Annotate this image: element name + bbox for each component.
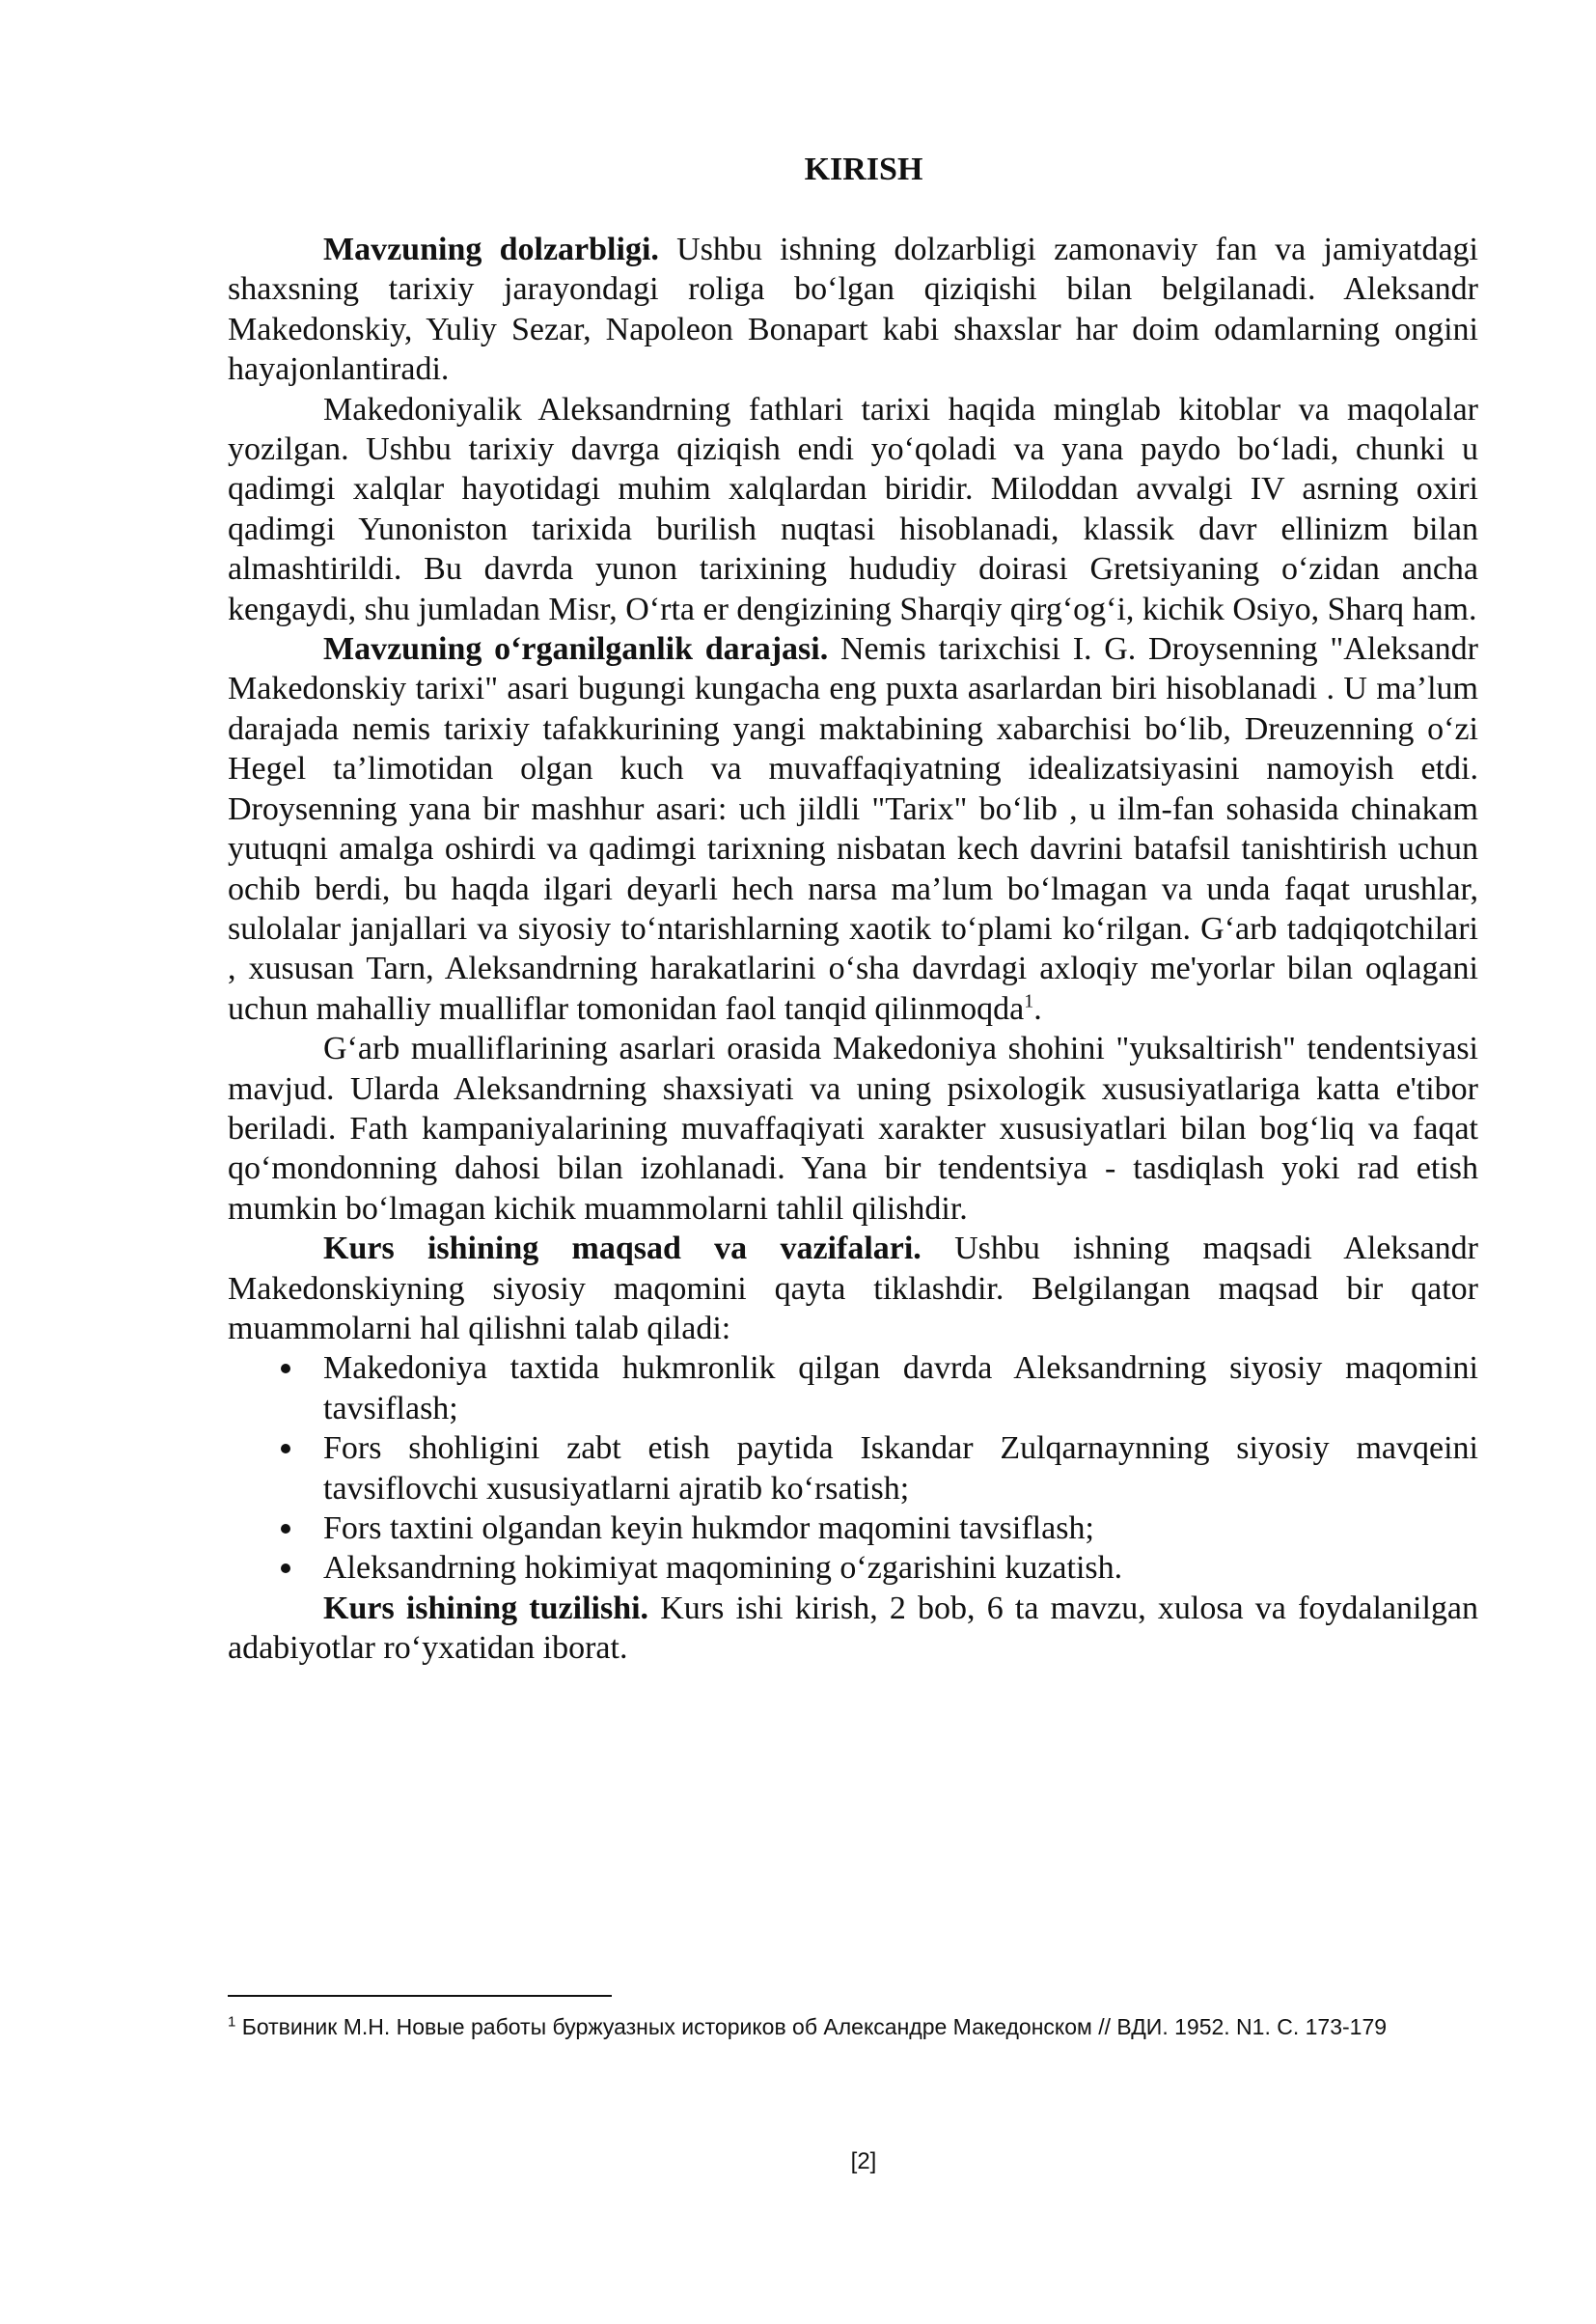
paragraph-tail: . <box>1033 990 1042 1027</box>
footnote-reference[interactable]: 1 <box>1024 990 1034 1012</box>
paragraph-lead: Kurs ishining maqsad va vazifalari. <box>323 1231 922 1267</box>
list-item: Makedoniya taxtida hukmronlik qilgan davrda Aleksandrning siyosiy maqomini tavsiflash; <box>323 1348 1478 1428</box>
paragraph-text: Ushbu ishning dolzarbligi zamonaviy fan va jamiyatdagi shaxsning tarixiy jarayondagi roliga bo‘lgan qiziqishi bilan belgilanadi. Aleksandr Makedonskiy, Yuliy Sezar, Napoleon Bonapart kabi shaxslar har doim odamlarning ongini hayajonlantiradi. <box>228 232 1478 388</box>
paragraph-western-authors <box>228 1029 1478 1229</box>
bullet-icon <box>281 1563 290 1573</box>
document-body <box>228 230 1478 1669</box>
page-title: KIRISH <box>804 152 923 187</box>
list-item: Fors taxtini olgandan keyin hukmdor maqomini tavsiflash; <box>323 1508 1478 1548</box>
footnote-mark: 1 <box>228 2013 236 2031</box>
footnote-text: Ботвиник М.Н. Новые работы буржуазных историков об Александре Македонском // ВДИ. 1952. N1. С. 173-179 <box>235 2014 1388 2039</box>
bullet-icon <box>281 1524 290 1534</box>
paragraph-text: G‘arb mualliflarining asarlari orasida Makedoniya shohini "yuksaltirish" tendentsiyasi mavjud. Ularda Aleksandrning shaxsiyati va uning psixologik xususiyatlariga katta e'tibor beriladi. Fath kampaniyalarining muvaffaqiyati xarakter xususiyatlari bilan bog‘liq va faqat qo‘mondonning dahosi bilan izohlanadi. Yana bir tendentsiya - tasdiqlash yoki rad etish mumkin bo‘lmagan kichik muammolarni tahlil qilishdir. <box>228 1031 1478 1227</box>
paragraph-history <box>228 390 1478 629</box>
page-number: [2] <box>850 2148 877 2174</box>
footnote-divider <box>228 1995 612 1997</box>
paragraph-structure <box>228 1589 1478 1669</box>
paragraph-lead: Kurs ishining tuzilishi. <box>323 1590 649 1626</box>
paragraph-text: Nemis tarixchisi I. G. Droysenning "Aleksandr Makedonskiy tarixi" asari bugungi kungacha eng puxta asarlardan biri hisoblanadi . U ma’lum darajada nemis tarixiy tafakkurining yangi maktabining xabarchisi bo‘lib, Dreuzenning o‘zi Hegel ta’limotidan olgan kuch va muvaffaqiyatning idealizatsiyasini namoyish etdi. Droysenning yana bir mashhur asari: uch jildli "Tarix" bo‘lib , u ilm-fan sohasida chinakam yutuqni amalga oshirdi va qadimgi tarixning nisbatan kech davrini batafsil tanishtirish uchun ochib berdi, bu haqda ilgari deyarli hech narsa ma’lum bo‘lmagan va unda faqat urushlar, sulolalar janjallari va siyosiy to‘ntarishlarning xaotik to‘plami ko‘rilgan. G‘arb tadqiqotchilari , xususan Tarn, Aleksandrning harakatlarini o‘sha davrdagi axloqiy me'yorlar bilan oqlagani uchun mahalliy mualliflar tomonidan faol tanqid qilinmoqda <box>228 631 1478 1027</box>
bullet-icon <box>281 1444 290 1453</box>
paragraph-lead: Mavzuning dolzarbligi. <box>323 232 659 267</box>
list-item: Aleksandrning hokimiyat maqomining o‘zgarishini kuzatish. <box>323 1548 1478 1588</box>
paragraph-text: Makedoniyalik Aleksandrning fathlari tarixi haqida minglab kitoblar va maqolalar yozilgan. Ushbu tarixiy davrga qiziqish endi yo‘qoladi va yana paydo bo‘ladi, chunki u qadimgi xalqlar hayotidagi muhim xalqlardan biridir. Miloddan avvalgi IV asrning oxiri qadimgi Yunoniston tarixida burilish nuqtasi hisoblanadi, klassik davr ellinizm bilan almashtirildi. Bu davrda yunon tarixining hududiy doirasi Gretsiyaning o‘zidan ancha kengaydi, shu jumladan Misr, O‘rta er dengizining Sharqiy qirg‘og‘i, kichik Osiyo, Sharq ham. <box>228 391 1478 627</box>
paragraph-relevance <box>228 230 1478 390</box>
paragraph-study-level <box>228 629 1478 1029</box>
paragraph-text: Kurs ishi kirish, 2 bob, 6 ta mavzu, xulosa va foydalanilgan adabiyotlar ro‘yxatidan iborat. <box>228 1590 1478 1667</box>
paragraph-lead: Mavzuning o‘rganilganlik darajasi. <box>323 631 829 668</box>
footnote <box>228 2009 1478 2044</box>
paragraph-text: Ushbu ishning maqsadi Aleksandr Makedonskiyning siyosiy maqomini qayta tiklashdir. Belgilangan maqsad bir qator muammolarni hal qilishni talab qiladi: <box>228 1231 1478 1346</box>
list-item: Fors shohligini zabt etish paytida Iskandar Zulqarnaynning siyosiy mavqeini tavsiflovchi xususiyatlarni ajratib ko‘rsatish; <box>323 1428 1478 1508</box>
bullet-icon <box>281 1364 290 1373</box>
paragraph-goals <box>228 1229 1478 1348</box>
task-list <box>228 1348 1478 1588</box>
